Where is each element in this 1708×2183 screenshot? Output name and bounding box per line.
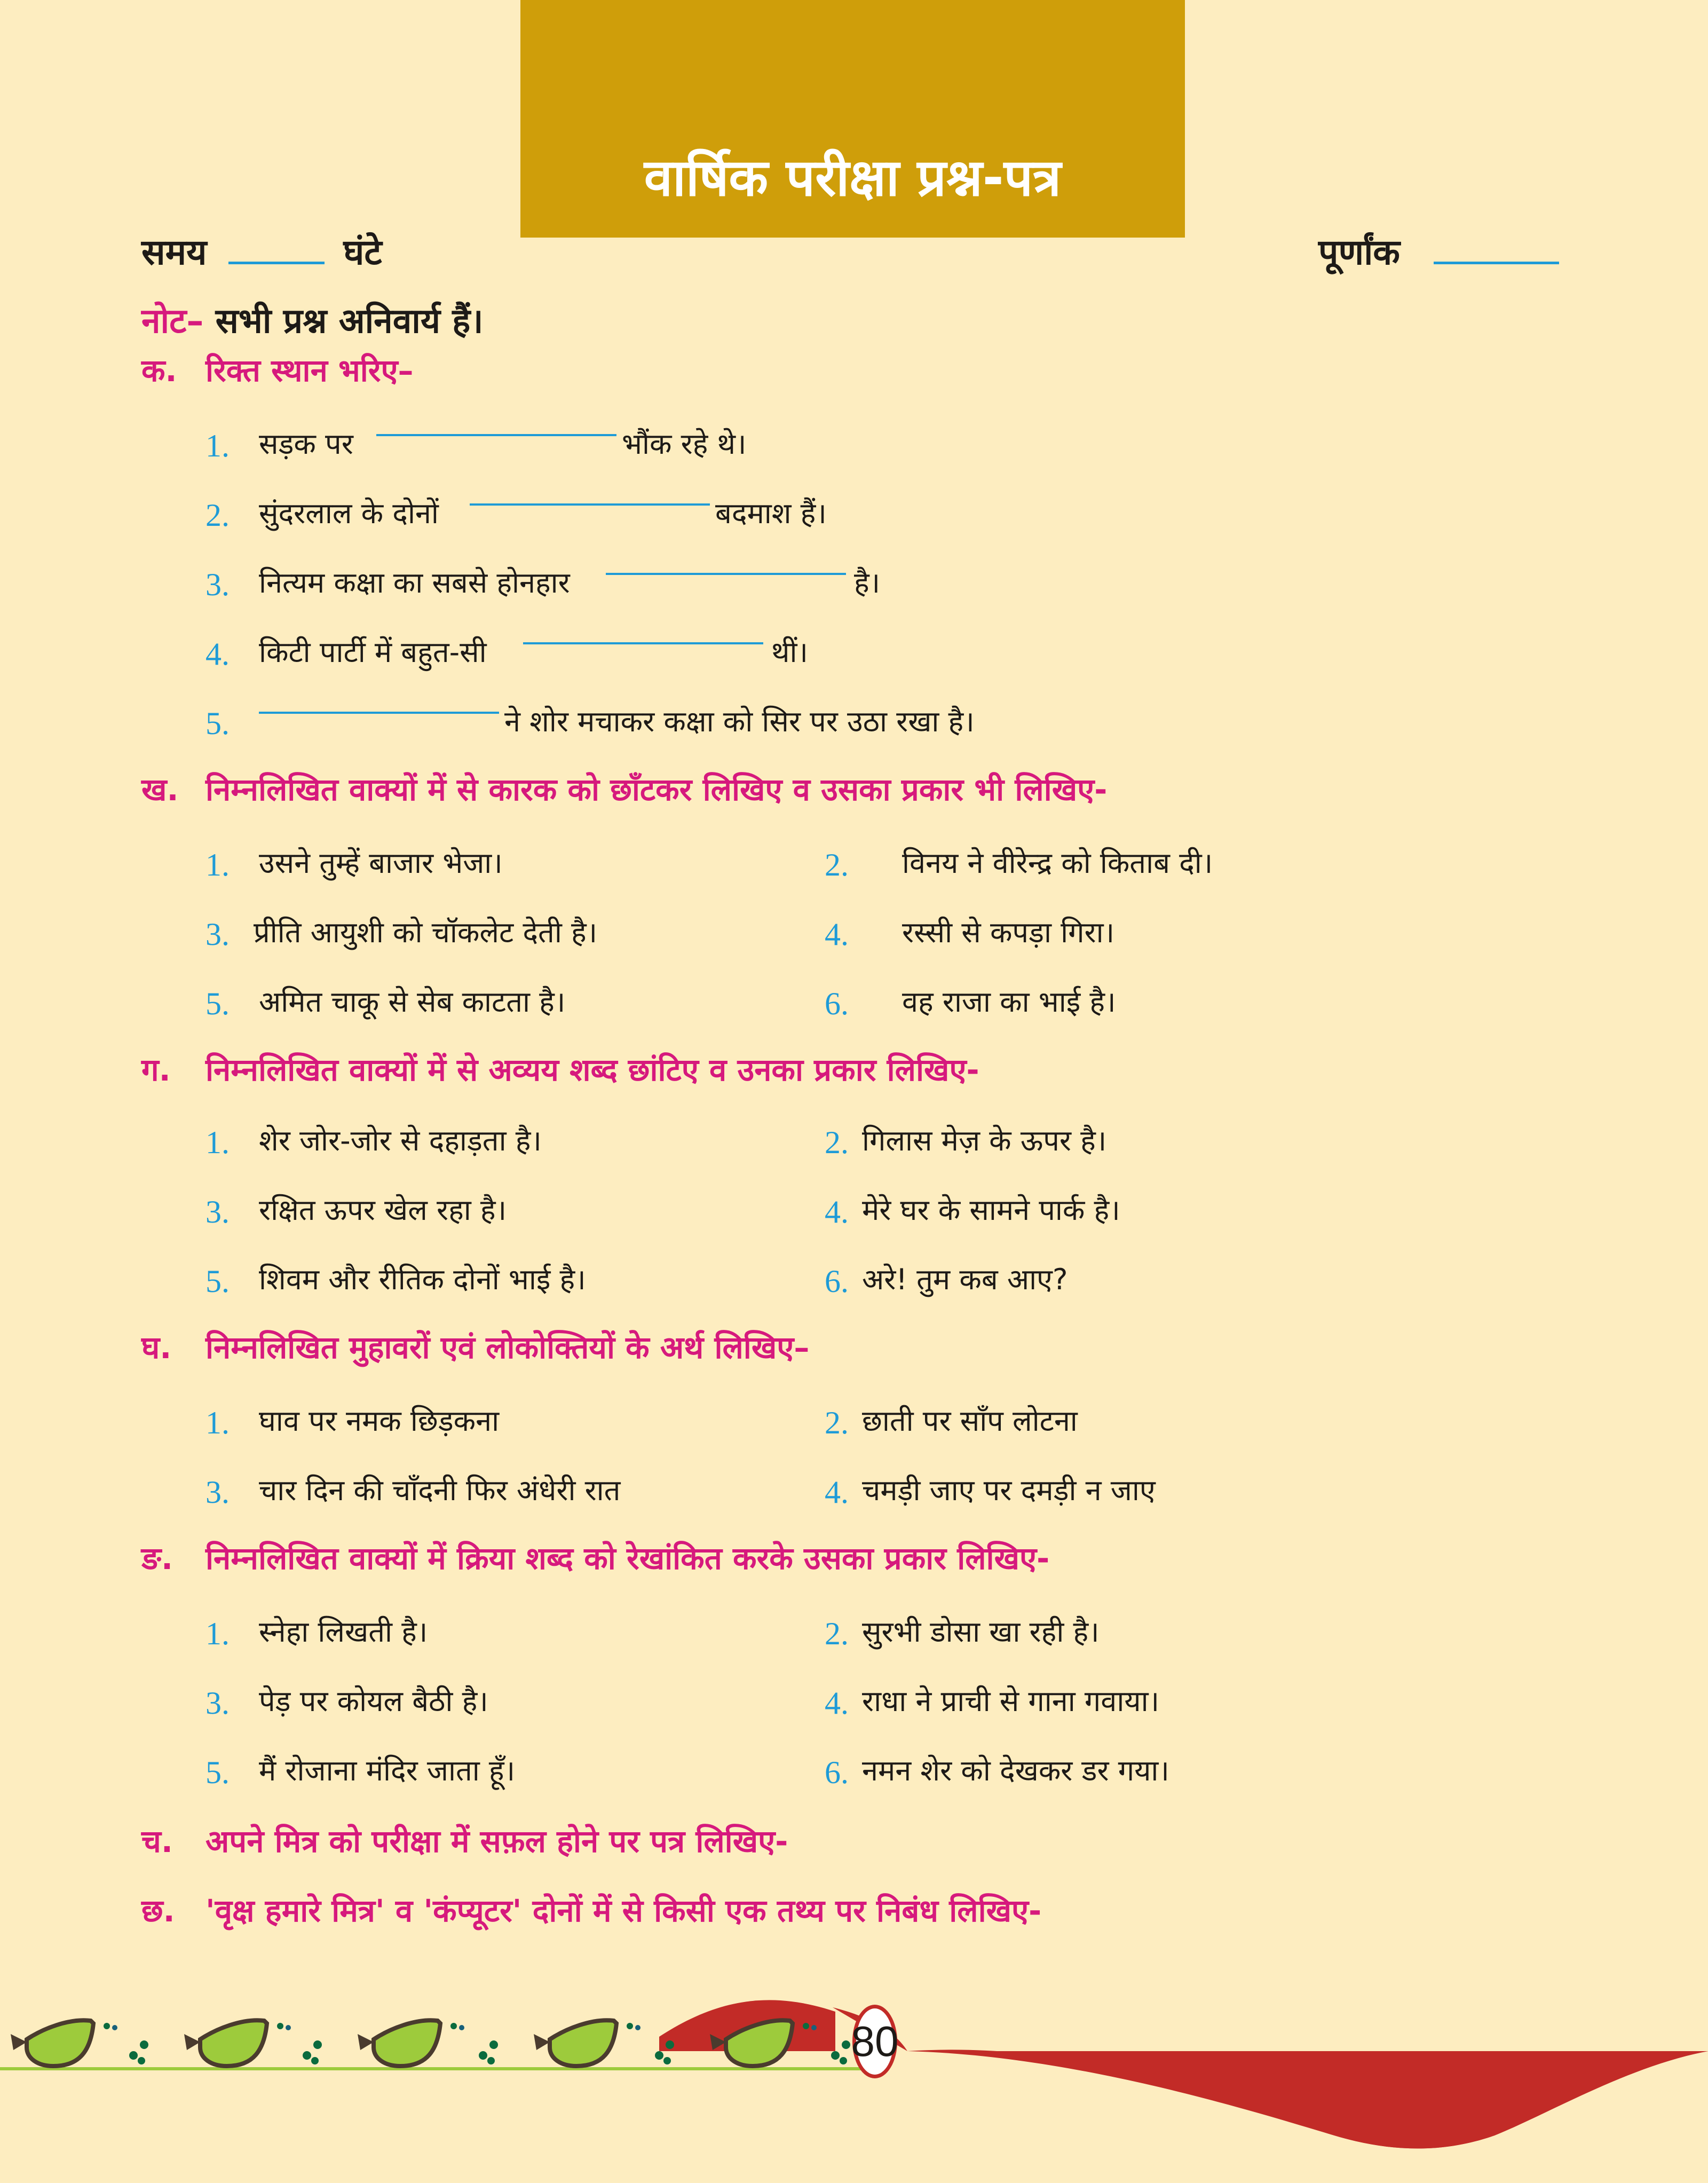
item-text: अमित चाकू से सेब काटता है। — [259, 985, 566, 1019]
item-number: 6. — [825, 986, 849, 1021]
section-letter: ङ. — [141, 1540, 173, 1577]
max-marks-label: पूर्णांक — [1318, 232, 1400, 273]
section-title: 'वृक्ष हमारे मित्र' व 'कंप्यूटर' दोनों में से किसी एक तथ्य पर निबंध लिखिए- — [205, 1893, 1042, 1929]
item-number: 2. — [825, 847, 849, 882]
item-text: सुरभी डोसा खा रही है। — [862, 1615, 1100, 1649]
item-text: रस्सी से कपड़ा गिरा। — [902, 916, 1115, 949]
item-number: 3. — [205, 1685, 230, 1721]
section-letter: छ. — [141, 1893, 175, 1929]
footer-decoration — [0, 1975, 1708, 2183]
item-number: 2. — [205, 498, 230, 533]
item-number: 2. — [825, 1616, 849, 1651]
time-unit: घंटे — [343, 232, 382, 273]
item-number: 1. — [205, 1616, 230, 1651]
item-number: 2. — [825, 1125, 849, 1160]
page-title: वार्षिक परीक्षा प्रश्न-पत्र — [644, 148, 1062, 208]
item-text: राधा ने प्राची से गाना गवाया। — [862, 1684, 1160, 1718]
item-number: 5. — [205, 986, 230, 1021]
item-text: मेरे घर के सामने पार्क है। — [862, 1193, 1120, 1227]
section-letter: क. — [141, 352, 177, 389]
item-number: 4. — [825, 917, 849, 952]
item-number: 5. — [205, 1264, 230, 1299]
title-banner — [520, 0, 1185, 238]
item-text-after: भौंक रहे थे। — [622, 427, 747, 461]
item-text: घाव पर नमक छिड़कना — [259, 1404, 500, 1438]
note-label: नोट– — [141, 302, 204, 341]
item-number: 3. — [205, 917, 230, 952]
item-text: मैं रोजाना मंदिर जाता हूँ। — [259, 1754, 516, 1787]
page-number: 80 — [851, 2017, 899, 2065]
fill-blank[interactable] — [259, 712, 499, 714]
page-number-badge — [852, 2005, 897, 2078]
item-number: 3. — [205, 1475, 230, 1510]
item-text-before: किटी पार्टी में बहुत-सी — [259, 635, 487, 669]
item-number: 4. — [825, 1194, 849, 1230]
item-text-after: बदमाश हैं। — [715, 497, 827, 530]
item-text-after: ने शोर मचाकर कक्षा को सिर पर उठा रखा है। — [504, 705, 975, 738]
item-text: नमन शेर को देखकर डर गया। — [862, 1754, 1169, 1787]
item-text-before: नित्यम कक्षा का सबसे होनहार — [259, 566, 570, 600]
item-text: उसने तुम्हें बाजार भेजा। — [259, 846, 503, 880]
item-number: 2. — [825, 1405, 849, 1440]
item-text: स्नेहा लिखती है। — [259, 1615, 428, 1649]
max-marks-blank[interactable] — [1434, 262, 1559, 264]
section-letter: ख. — [141, 771, 179, 808]
item-text-after: थीं। — [771, 635, 808, 669]
fill-blank[interactable] — [523, 642, 763, 644]
item-text-after: है। — [854, 566, 881, 600]
time-field — [141, 232, 382, 273]
item-number: 6. — [825, 1264, 849, 1299]
item-text: गिलास मेज़ के ऊपर है। — [862, 1124, 1107, 1157]
time-label: समय — [141, 232, 207, 273]
item-text: चमड़ी जाए पर दमड़ी न जाए — [862, 1473, 1156, 1507]
section-letter: ग. — [141, 1052, 171, 1088]
item-number: 3. — [205, 567, 230, 602]
item-text: अरे! तुम कब आए? — [862, 1263, 1068, 1296]
item-number: 1. — [205, 428, 230, 463]
item-number: 1. — [205, 1405, 230, 1440]
section-letter: च. — [141, 1823, 173, 1859]
item-text: विनय ने वीरेन्द्र को किताब दी। — [902, 846, 1213, 880]
item-number: 1. — [205, 847, 230, 882]
max-marks-field — [1318, 232, 1559, 273]
section-title: निम्नलिखित वाक्यों में क्रिया शब्द को रेखांकित करके उसका प्रकार लिखिए- — [205, 1540, 1050, 1577]
item-number: 1. — [205, 1125, 230, 1160]
item-number: 4. — [825, 1685, 849, 1721]
item-number: 4. — [205, 636, 230, 672]
section-title: अपने मित्र को परीक्षा में सफ़ल होने पर पत्र लिखिए- — [205, 1823, 788, 1859]
section-title: निम्नलिखित वाक्यों में से अव्यय शब्द छांटिए व उनका प्रकार लिखिए- — [205, 1052, 979, 1088]
item-text: रक्षित ऊपर खेल रहा है। — [259, 1193, 507, 1227]
section-title: निम्नलिखित वाक्यों में से कारक को छाँटकर लिखिए व उसका प्रकार भी लिखिए- — [205, 771, 1108, 808]
item-number: 6. — [825, 1755, 849, 1790]
item-text: छाती पर साँप लोटना — [862, 1404, 1078, 1438]
item-text-before: सुंदरलाल के दोनों — [259, 497, 439, 530]
ground-line — [0, 2067, 865, 2070]
item-text: शेर जोर-जोर से दहाड़ता है। — [259, 1124, 542, 1157]
item-text: प्रीति आयुशी को चॉकलेट देती है। — [254, 916, 598, 949]
fill-blank[interactable] — [470, 503, 710, 506]
fill-blank[interactable] — [606, 573, 846, 575]
item-number: 5. — [205, 706, 230, 741]
note — [141, 302, 484, 341]
item-text: पेड़ पर कोयल बैठी है। — [259, 1684, 488, 1718]
item-text: वह राजा का भाई है। — [902, 985, 1116, 1019]
item-text: चार दिन की चाँदनी फिर अंधेरी रात — [259, 1473, 621, 1507]
section-title: निम्नलिखित मुहावरों एवं लोकोक्तियों के अर्थ लिखिए– — [205, 1329, 810, 1366]
item-number: 4. — [825, 1475, 849, 1510]
item-number: 5. — [205, 1755, 230, 1790]
note-text: सभी प्रश्न अनिवार्य हैं। — [215, 302, 484, 341]
section-title: रिक्त स्थान भरिए– — [205, 352, 414, 389]
item-text: शिवम और रीतिक दोनों भाई है। — [259, 1263, 586, 1296]
item-text-before: सड़क पर — [259, 427, 353, 461]
item-number: 3. — [205, 1194, 230, 1230]
section-letter: घ. — [141, 1329, 172, 1366]
time-blank[interactable] — [228, 262, 325, 264]
fill-blank[interactable] — [376, 434, 616, 436]
